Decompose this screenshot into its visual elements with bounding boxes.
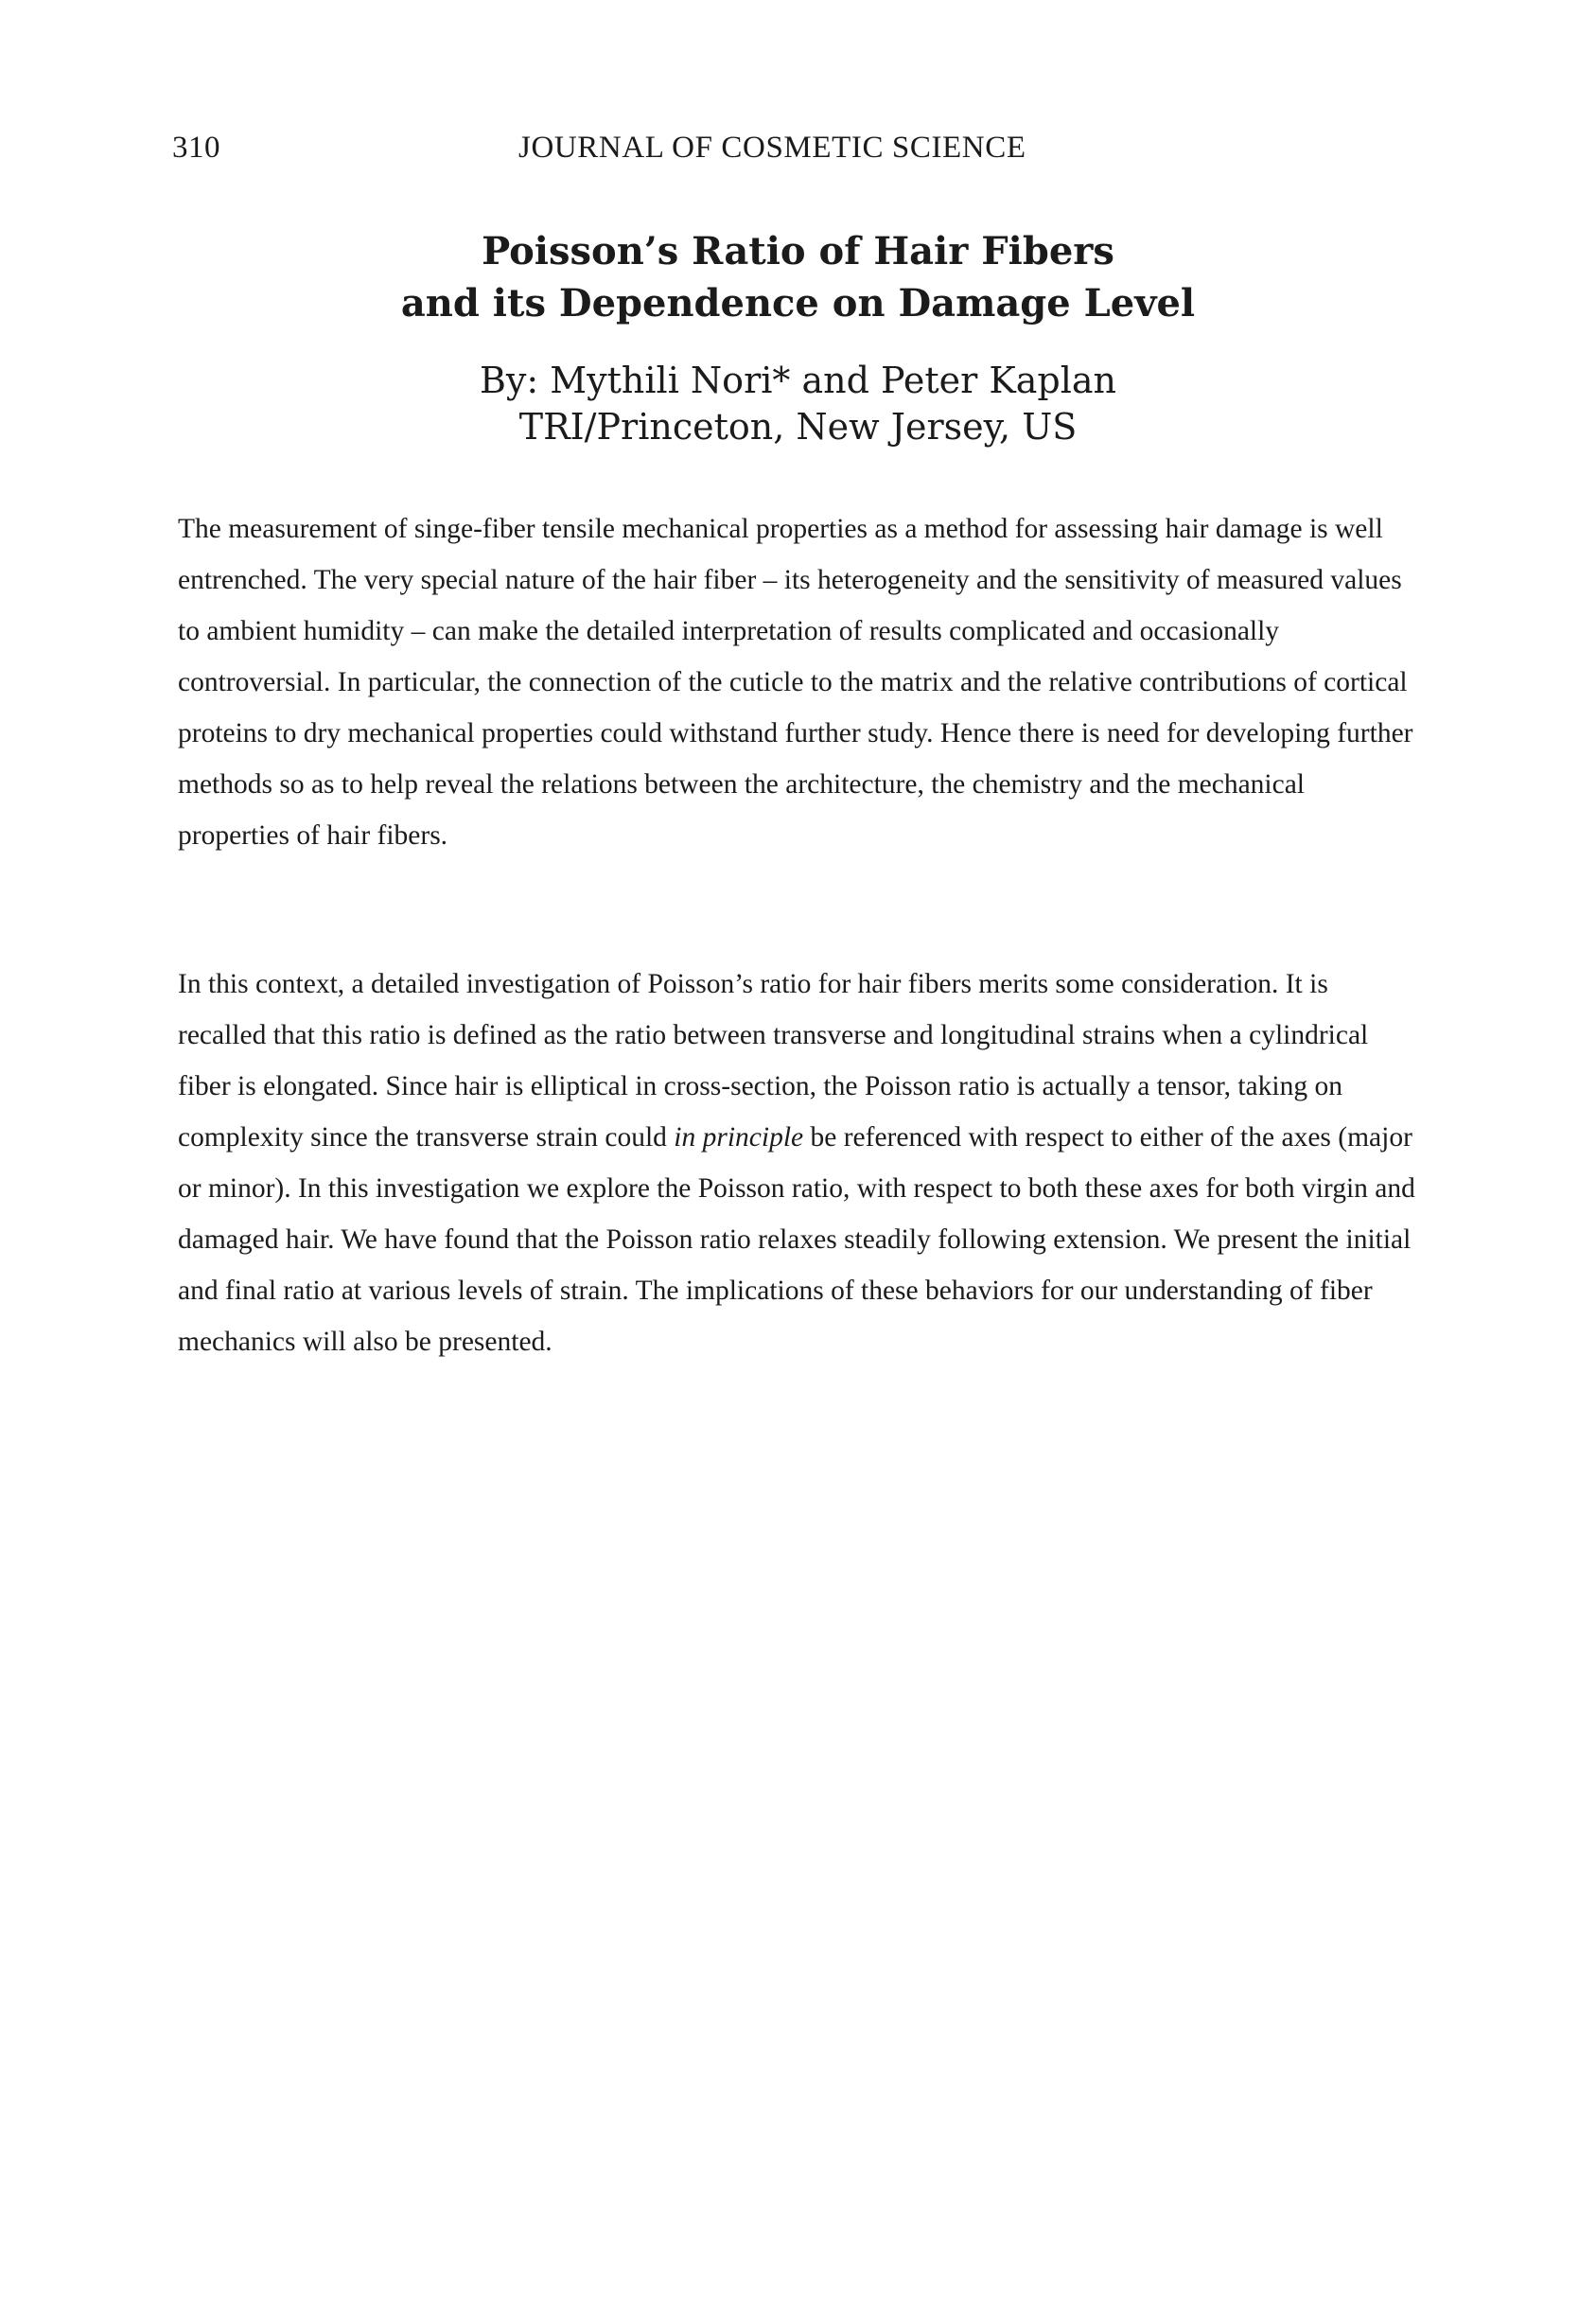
article-title [0,225,1596,329]
abstract-paragraph-1 [178,503,1417,861]
authors: By: Mythili Nori* and Peter Kaplan [480,360,1116,401]
paragraph-text: The measurement of singe-fiber tensile mechanical properties as a method for assessing hair damage is well entrenched. The very special nature of the hair fiber – its heterogeneity and the sensitivity of measured values to ambient humidity – can make the detailed interpretation of results complicated and occasionally controversial. In particular, the connection of the cuticle to the matrix and the relative contributions of cortical proteins to dry mechanical properties could withstand further study. Hence there is need for developing further methods so as to help reveal the relations between the architecture, the chemistry and the mechanical properties of hair fibers. [178,514,1413,851]
article-title-line-1: Poisson’s Ratio of Hair Fibers [482,229,1114,273]
running-header [0,131,1596,172]
paragraph-2-part-2: be referenced with respect to either of the axes (major or minor). In this investigation we explore the Poisson ratio, with respect to both these axes for both virgin and damaged hair. We have found that the Poisson ratio relaxes steadily following extension. We present the initial and final ratio at various levels of strain. The implications of these behaviors for our understanding of fiber mechanics will also be presented. [178,1122,1415,1357]
affiliation: TRI/Princeton, New Jersey, US [518,406,1078,448]
paragraph-2-part-1: In this context, a detailed investigation of Poisson’s ratio for hair fibers merits some consideration. It is recalled that this ratio is defined as the ratio between transverse and longitudinal strains when a cylindrical fiber is elongated. Since hair is elliptical in cross-section, the Poisson ratio is actually a tensor, taking on complexity since the transverse strain could [178,969,1369,1153]
byline [0,358,1596,450]
journal-title: JOURNAL OF COSMETIC SCIENCE [518,131,1026,165]
paragraph-text [178,959,1417,1367]
abstract-paragraph-2 [178,959,1417,1367]
page-number: 310 [172,131,220,165]
article-title-line-2: and its Dependence on Damage Level [400,281,1196,326]
emphasis-in-principle: in principle [674,1122,804,1153]
